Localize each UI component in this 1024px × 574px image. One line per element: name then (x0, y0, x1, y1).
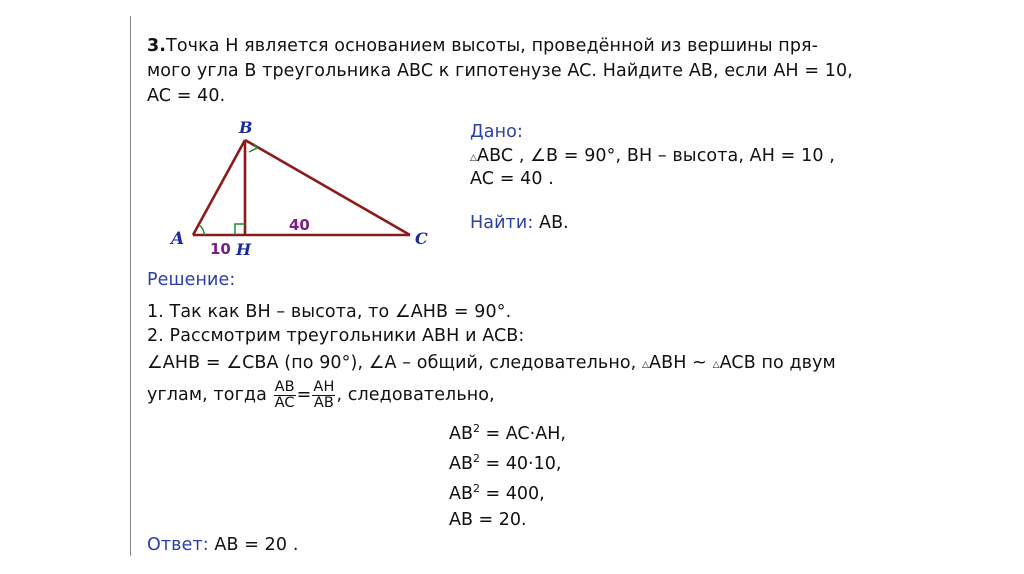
fraction-ah-ab (312, 380, 335, 411)
eq-left: AB (449, 454, 473, 474)
eq-right: = 20. (472, 510, 527, 530)
equation-line (449, 508, 527, 532)
fraction-ab-ac (274, 380, 296, 411)
vertex-label-h: H (236, 240, 252, 259)
eq-left: AB (449, 484, 473, 504)
eq-right: = AC·AH, (479, 424, 566, 444)
solution-step-2: 2. Рассмотрим треугольники ABH и ACB: (147, 326, 525, 346)
step4-prefix: углам, тогда (147, 385, 267, 405)
side-ab (193, 140, 245, 235)
find-heading: Найти: (470, 213, 534, 233)
given-heading: Дано: (470, 122, 523, 142)
problem-line-1 (147, 34, 818, 58)
solution-step-3 (147, 351, 836, 377)
equation-line (449, 482, 545, 506)
given-line-2: AC = 40 . (470, 169, 554, 189)
eq-exponent: 2 (472, 482, 480, 495)
find-value: AB. (539, 213, 569, 233)
step4-suffix: , следовательно, (336, 385, 495, 405)
solution-heading: Решение: (147, 270, 236, 290)
fraction-numerator: AB (274, 378, 295, 395)
side-bc (245, 140, 410, 235)
vertex-label-a: A (171, 229, 185, 249)
problem-text-1: Точка H является основанием высоты, проведённой из вершины пря- (166, 36, 819, 56)
triangle-symbol: △ (642, 360, 650, 370)
triangle-figure (165, 120, 455, 260)
fraction-denominator: AC (274, 394, 295, 411)
triangle-symbol: △ (712, 360, 720, 370)
fraction-numerator: AH (313, 378, 335, 395)
vertex-label-b: B (239, 120, 253, 137)
vertex-label-c: C (415, 229, 428, 248)
step3-text-c: ACB по двум (719, 353, 836, 373)
segment-label-ah: 10 (210, 240, 231, 258)
eq-right: = 40·10, (479, 454, 562, 474)
eq-exponent: 2 (472, 452, 480, 465)
eq-exponent: 2 (472, 422, 480, 435)
solution-step-4 (147, 378, 495, 412)
given-text-1: ABC , ∠B = 90°, BH – высота, AH = 10 , (477, 146, 835, 166)
angle-arc-a (199, 225, 204, 235)
fraction-equals: = (296, 385, 312, 405)
page-margin-line (130, 16, 131, 556)
eq-left: AB (449, 510, 473, 530)
segment-label-hc: 40 (289, 216, 310, 234)
find-line (470, 211, 569, 235)
triangle-symbol: △ (470, 153, 478, 163)
equation-line (449, 452, 561, 476)
answer-line (147, 533, 298, 557)
right-angle-mark-h (235, 224, 245, 235)
answer-heading: Ответ: (147, 535, 209, 555)
eq-left: AB (449, 424, 473, 444)
solution-step-1: 1. Так как BH – высота, то ∠AHB = 90°. (147, 302, 512, 322)
step3-text-b: ABH ~ (649, 353, 713, 373)
eq-right: = 400, (479, 484, 545, 504)
problem-line-2: мого угла B треугольника ABC к гипотенузе AC. Найдите AB, если AH = 10, (147, 61, 853, 81)
problem-number: 3. (147, 36, 167, 56)
equation-line (449, 422, 566, 446)
problem-line-3: AC = 40. (147, 86, 226, 106)
fraction-denominator: AB (313, 394, 334, 411)
answer-value: AB = 20 . (214, 535, 299, 555)
step3-text-a: ∠AHB = ∠CBA (по 90°), ∠A – общий, следовательно, (147, 353, 643, 373)
